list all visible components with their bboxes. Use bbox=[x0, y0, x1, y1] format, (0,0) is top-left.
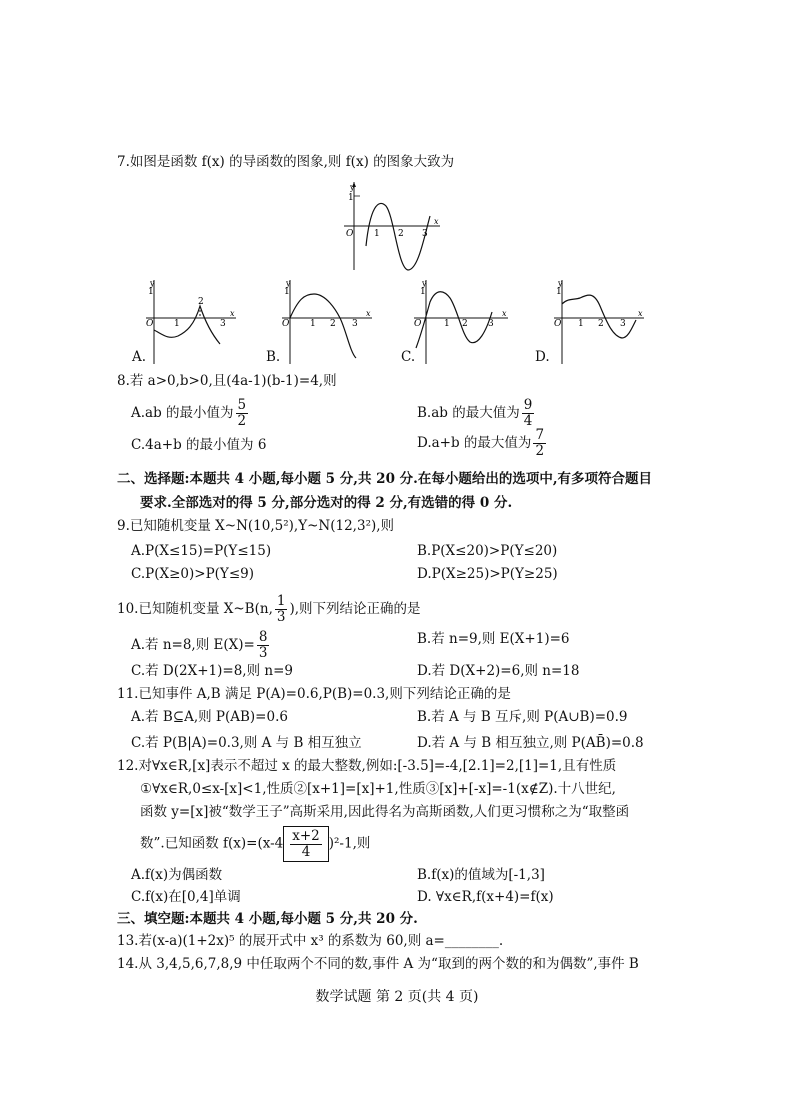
q7-main-tick3: 3 bbox=[422, 229, 428, 239]
q10-option-a: A.若 n=8,则 E(X)= $\frac{8}{3}$ bbox=[131, 629, 268, 661]
svg-text:O: O bbox=[554, 319, 562, 329]
svg-text:3: 3 bbox=[352, 319, 358, 329]
q7-main-tick2: 2 bbox=[398, 229, 404, 239]
q7-stem: 7.如图是函数 f(x) 的导函数的图象,则 f(x) 的图象大致为 bbox=[117, 154, 455, 170]
q7-option-c-graph bbox=[400, 276, 510, 366]
svg-text:1: 1 bbox=[556, 287, 562, 297]
section3-heading: 三、填空题:本题共 4 小题,每小题 5 分,共 20 分. bbox=[117, 911, 418, 927]
q11-option-d: D.若 A 与 B 相互独立,则 P(AB̄)=0.8 bbox=[417, 735, 644, 751]
svg-text:y: y bbox=[286, 279, 291, 288]
q9-option-b: B.P(X≤20)>P(Y≤20) bbox=[417, 543, 558, 559]
svg-text:3: 3 bbox=[220, 319, 226, 329]
svg-text:1: 1 bbox=[420, 287, 426, 297]
q8-option-c: C.4a+b 的最小值为 6 bbox=[131, 437, 267, 453]
svg-text:3: 3 bbox=[620, 319, 626, 329]
q7-option-d-graph bbox=[536, 276, 646, 366]
section2-heading-line2: 要求.全部选对的得 5 分,部分选对的得 2 分,有选错的得 0 分. bbox=[140, 495, 513, 511]
q9-option-a: A.P(X≤15)=P(Y≤15) bbox=[131, 543, 272, 559]
svg-text:x: x bbox=[638, 309, 643, 318]
svg-text:2: 2 bbox=[330, 319, 336, 329]
q7-main-origin-label: O bbox=[346, 229, 354, 239]
q12-option-d: D. ∀x∈R,f(x+4)=f(x) bbox=[417, 889, 554, 905]
page-footer: 数学试题 第 2 页(共 4 页) bbox=[315, 989, 479, 1005]
q7-derivative-graph bbox=[336, 178, 446, 274]
svg-text:O: O bbox=[282, 319, 290, 329]
q7-option-b-label: B. bbox=[266, 349, 281, 365]
q10-option-b: B.若 n=9,则 E(X+1)=6 bbox=[417, 631, 570, 647]
q12-line3: 函数 y=[x]被“数学王子”高斯采用,因此得名为高斯函数,人们更习惯称之为“取整函 bbox=[140, 804, 630, 820]
svg-text:2: 2 bbox=[598, 319, 604, 329]
q9-stem: 9.已知随机变量 X~N(10,5²),Y~N(12,3²),则 bbox=[117, 518, 395, 534]
svg-text:x: x bbox=[366, 309, 371, 318]
q7-option-c-label: C. bbox=[401, 349, 416, 365]
q9-option-c: C.P(X≥0)>P(Y≤9) bbox=[131, 566, 255, 582]
svg-text:1: 1 bbox=[284, 287, 290, 297]
q7-option-b-graph bbox=[264, 276, 374, 366]
svg-text:x: x bbox=[230, 309, 235, 318]
svg-text:y: y bbox=[422, 279, 427, 288]
q12-option-b: B.f(x)的值域为[-1,3] bbox=[417, 867, 545, 883]
svg-text:3: 3 bbox=[488, 319, 494, 329]
q8-stem: 8.若 a>0,b>0,且(4a-1)(b-1)=4,则 bbox=[117, 373, 337, 389]
q12-option-a: A.f(x)为偶函数 bbox=[131, 867, 223, 883]
q12-line2: ①∀x∈R,0≤x-[x]<1,性质②[x+1]=[x]+1,性质③[x]+[-x]=-1(x∉Z).十八世纪, bbox=[140, 781, 616, 797]
q8-option-d: D.a+b 的最大值为 $\frac{7}{2}$ bbox=[417, 427, 545, 459]
svg-text:O: O bbox=[414, 319, 422, 329]
svg-text:1: 1 bbox=[310, 319, 316, 329]
svg-text:O: O bbox=[146, 319, 154, 329]
q7-main-one-label: 1 bbox=[348, 193, 354, 203]
svg-text:x: x bbox=[502, 309, 507, 318]
svg-text:y: y bbox=[150, 279, 155, 288]
svg-text:2: 2 bbox=[462, 319, 468, 329]
q7-main-y-label: y bbox=[350, 183, 355, 192]
q12-line4: 数”.已知函数 f(x)=(x-4 $\frac{x+2}{4}$ )²-1,则 bbox=[140, 828, 371, 860]
svg-text:1: 1 bbox=[148, 287, 154, 297]
q11-option-a: A.若 B⊆A,则 P(AB)=0.6 bbox=[131, 709, 288, 725]
svg-text:y: y bbox=[558, 279, 563, 288]
q9-option-d: D.P(X≥25)>P(Y≥25) bbox=[417, 566, 558, 582]
q11-stem: 11.已知事件 A,B 满足 P(A)=0.6,P(B)=0.3,则下列结论正确的是 bbox=[117, 686, 511, 702]
svg-text:1: 1 bbox=[578, 319, 584, 329]
q11-option-c: C.若 P(B|A)=0.3,则 A 与 B 相互独立 bbox=[131, 735, 362, 751]
q11-option-b: B.若 A 与 B 互斥,则 P(A∪B)=0.9 bbox=[417, 709, 628, 725]
q13: 13.若(x-a)(1+2x)⁵ 的展开式中 x³ 的系数为 60,则 a=________. bbox=[117, 933, 504, 949]
q10-option-c: C.若 D(2X+1)=8,则 n=9 bbox=[131, 663, 293, 679]
q8-option-a: A.ab 的最小值为 $\frac{5}{2}$ bbox=[131, 397, 247, 429]
q7-main-x-label: x bbox=[434, 217, 439, 226]
q7-option-a-label: A. bbox=[132, 349, 147, 365]
svg-text:1: 1 bbox=[444, 319, 450, 329]
q8-option-b: B.ab 的最大值为 $\frac{9}{4}$ bbox=[417, 397, 533, 429]
section2-heading-line1: 二、选择题:本题共 4 小题,每小题 5 分,共 20 分.在每小题给出的选项中,有多项符合题目 bbox=[117, 471, 653, 487]
q7-option-d-label: D. bbox=[535, 349, 550, 365]
q7-main-tick1: 1 bbox=[374, 229, 380, 239]
svg-text:1: 1 bbox=[174, 319, 180, 329]
q12-line1: 12.对∀x∈R,[x]表示不超过 x 的最大整数,例如:[-3.5]=-4,[2.1]=2,[1]=1,且有性质 bbox=[117, 758, 617, 774]
svg-text:2: 2 bbox=[198, 297, 204, 307]
q12-option-c: C.f(x)在[0,4]单调 bbox=[131, 889, 241, 905]
q10-stem: 10.已知随机变量 X~B(n, $\frac{1}{3}$ ),则下列结论正确的是 bbox=[117, 593, 421, 625]
q14: 14.从 3,4,5,6,7,8,9 中任取两个不同的数,事件 A 为“取到的两个数的和为偶数”,事件 B bbox=[117, 956, 639, 972]
q10-option-d: D.若 D(X+2)=6,则 n=18 bbox=[417, 663, 580, 679]
